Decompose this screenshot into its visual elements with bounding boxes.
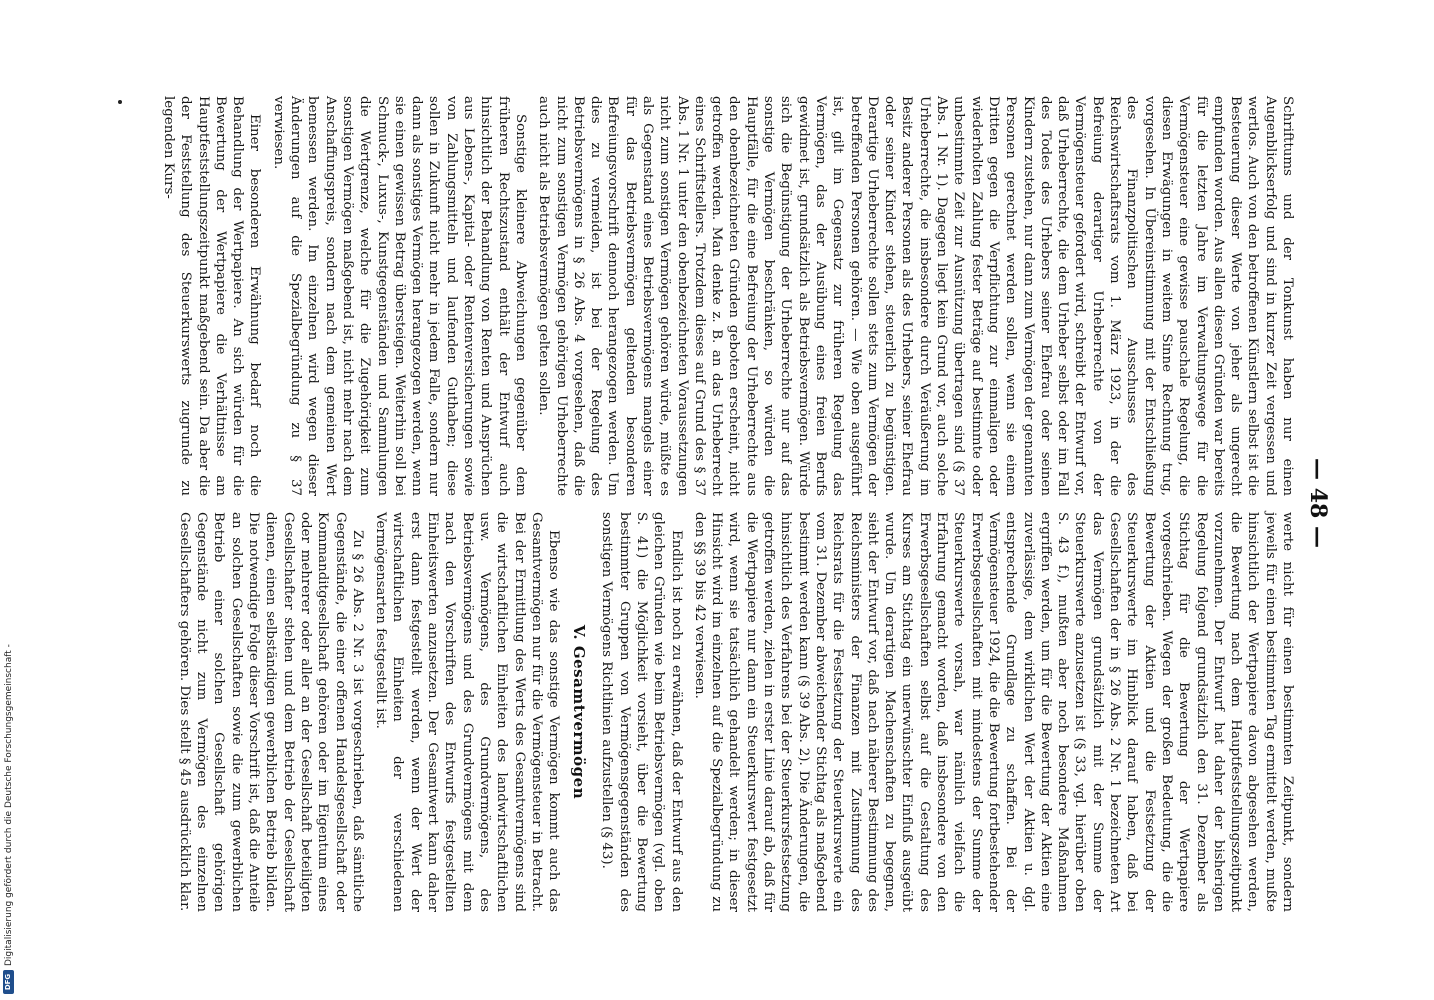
right-paragraph-4: Zu § 26 Abs. 2 Nr. 3 ist vorgeschrieben, daß sämtliche Gegenstände, die einer offenen Handelsgesellschaft oder Kommanditgesellschaft gehören oder im Eigentum eines oder mehrerer oder aller an der Gesellschaft beteiligten Gesellschafter stehen und dem Betrieb der Gesellschaft dienen, einen selbständigen gewerblichen Betrieb bilden. Die notwendige Folge dieser Vorschrift ist, daß die Anteile an solchen Gesellschaften sowie die zum gewerblichen Betrieb einer solchen Gesellschaft gehörigen Gegenstände nicht zum Vermögen des einzelnen Gesellschafters gehören. Dies stellt § 45 ausdrücklich klar. xyxy=(176,512,365,912)
right-paragraph-3: Ebenso wie das sonstige Vermögen kommt auch das Gesamtvermögen nur für die Vermögensteuer in Betracht. Bei der Ermittlung des Werts des Gesamtvermögens sind die wirtschaftlichen Einheiten des landwirtschaftlichen usw. Vermögens, des Grundvermögens, des Betriebsvermögens und des Grundvermögens mit dem nach den Vorschriften des Entwurfs festgestellten Einheitswerten anzusetzen. Der Gesamtwert kann daher erst dann festgestellt werden, wenn der Wert der wirtschaftlichen Einheiten der verschiedenen Vermögensarten festgestellt ist. xyxy=(373,512,562,912)
scan-speck xyxy=(118,100,122,104)
right-paragraph-1: werte nicht für einen bestimmten Zeitpunkt, sondern jeweils für einen bestimmten Tag ermittelt werden, mußte hinsichtlich der Wertpapiere davon abgesehen werden, die Bewertung nach dem Hauptfeststellungszeitpunkt vorzunehmen. Der Entwurf hat daher der bisherigen Regelung folgend grundsätzlich den 31. Dezember als Stichtag für die Bewertung der Wertpapiere vorgeschrieben. Wegen der großen Bedeutung, die die Bewertung der Aktien und die Festsetzung der Steuerkurswerte im Hinblick darauf haben, daß bei Gesellschaften der in § 26 Abs. 2 Nr. 1 bezeichneten Art das Vermögen grundsätzlich mit der Summe der Steuerkurswerte anzusetzen ist (§ 33, vgl. hierüber oben S. 43 f.), mußten aber noch besondere Maßnahmen ergriffen werden, um für die Bewertung der Aktien eine zuverlässige, dem wirklichen Wert der Aktien u. dgl. entsprechende Grundlage zu schaffen. Bei der Vermögensteuer 1924, die die Bewertung fortbestehender Erwerbsgesellschaften mit mindestens der Summe der Steuerkurswerte vorsah, war nämlich vielfach die Erfahrung gemacht worden, daß insbesondere von den Erwerbsgesellschaften selbst auf die Gestaltung des Kurses am Stichtag ein unerwünschter Einfluß ausgeübt wurde. Um derartigen Machenschaften zu begegnen, sieht der Entwurf vor, daß nach näherer Bestimmung des Reichsministers der Finanzen mit Zustimmung des Reichsrats für die Festsetzung der Steuerkurswerte ein vom 31. Dezember abweichender Stichtag als maßgebend bestimmt werden kann (§ 39 Abs. 2). Die Änderungen, die hinsichtlich des Verfahrens bei der Steuerkursfestsetzung getroffen werden, zielen in erster Linie darauf ab, daß für die Wertpapiere nur dann ein Steuerkurswert festgesetzt wird, wenn sie tatsächlich gehandelt werden; in dieser Hinsicht wird im einzelnen auf die Spezialbegründung zu den §§ 39 bis 42 verwiesen. xyxy=(691,512,1295,912)
page-number: — 48 — xyxy=(1305,458,1331,548)
left-paragraph-2: Sonstige kleinere Abweichungen gegenüber dem früheren Rechtszustand enthält der Entwurf auch hinsichtlich der Behandlung von Renten und Ansprüchen aus Lebens-, Kapital- oder Rentenversicherungen sowie von Zahlungsmitteln und laufenden Guthaben; diese sollen in Zukunft nicht mehr in jedem Falle, sondern nur dann als sonstiges Vermögen herangezogen werden, wenn sie einen gewissen Betrag übersteigen. Weiterhin soll bei Schmuck-, Luxus-, Kunstgegenständen und Sammlungen die Wertgrenze, welche für die Zugehörigkeit zum sonstigen Vermögen maßgebend ist, nicht mehr nach dem Anschaffungspreis, sondern nach dem gemeinen Wert bemessen werden. Im einzelnen wird wegen dieser Änderungen auf die Spezialbegründung zu § 37 verwiesen. xyxy=(270,96,528,496)
digitization-footer xyxy=(0,0,16,1000)
rotated-page-content xyxy=(132,88,1332,918)
right-column xyxy=(176,512,1296,912)
left-paragraph-3: Einer besonderen Erwähnung bedarf noch die Behandlung der Wertpapiere. An sich würden für die Bewertung der Wertpapiere die Verhältnisse am Hauptfeststellungszeitpunkt maßgebend sein. Da aber die der Feststellung des Steuerkurswerts zugrunde zu legenden Kurs- xyxy=(161,96,263,496)
section-heading: V. Gesamtvermögen xyxy=(570,624,589,800)
left-column xyxy=(161,96,1296,496)
left-paragraph-1: Schrifttums und der Tonkunst haben nur einen Augenblickserfolg und sind in kurzer Zeit vergessen und wertlos. Auch von den betroffenen Künstlern selbst ist die Besteuerung dieser Werte von jeher als ungerecht empfunden worden. Aus allen diesen Gründen war bereits für die letzten Jahre im Verwaltungswege für die Vermögensteuer eine gewisse pauschale Regelung, die diesen Erwägungen in weitem Sinne Rechnung trug, vorgesehen. In Übereinstimmung mit der Entschließung des Finanzpolitischen Ausschusses des Reichswirtschaftsrats vom 1. März 1923, in der die Befreiung derartiger Urheberrechte von der Vermögensteuer gefordert wird, schreibt der Entwurf vor, daß Urheberrechte, die dem Urheber selbst oder im Fall des Todes des Urhebers seiner Ehefrau oder seinen Kindern zustehen, nur dann zum Vermögen der genannten Personen gerechnet werden sollen, wenn sie einem Dritten gegen die Verpflichtung zur einmaligen oder wiederholten Zahlung fester Beträge auf bestimmte oder unbestimmte Zeit zur Ausnützung übertragen sind (§ 37 Abs. 1 Nr. 1). Dagegen liegt kein Grund vor, auch solche Urheberrechte, die insbesondere durch Veräußerung im Besitz anderer Personen als des Urhebers, seiner Ehefrau oder seiner Kinder stehen, steuerlich zu begünstigen. Derartige Urheberrechte sollen stets zum Vermögen der betreffenden Personen gehören. — Wie oben ausgeführt ist, gilt im Gegensatz zur früheren Regelung das Vermögen, das der Ausübung eines freien Berufs gewidmet ist, grundsätzlich als Betriebsvermögen. Würde sich die Begünstigung der Urheberrechte nur auf das sonstige Vermögen beschränken, so würden die Hauptfälle, für die eine Befreiung der Urheberrechte aus den obenbezeichneten Gründen geboten erscheint, nicht getroffen werden. Man denke z. B. an das Urheberrecht eines Schriftstellers. Trotzdem dieses auf Grund des § 37 Abs. 1 Nr. 1 unter den obenbezeichneten Voraussetzungen nicht zum sonstigen Vermögen gehören würde, müßte es als Gegenstand eines Betriebsvermögens mangels einer für das Betriebsvermögen geltenden besonderen Befreiungsvorschrift dennoch herangezogen werden. Um dies zu vermeiden, ist bei der Regelung des Betriebsvermögens in § 26 Abs. 4 vorgesehen, daß die nicht zum sonstigen Vermögen gehörigen Urheberrechte auch nicht als Betriebsvermögen gelten sollen. xyxy=(536,96,1295,496)
right-paragraph-2: Endlich ist noch zu erwähnen, daß der Entwurf aus den gleichen Gründen wie beim Betriebsvermögen (vgl. oben S. 41) die Möglichkeit vorsieht, über die Bewertung bestimmter Gruppen von Vermögensgegenständen des sonstigen Vermögens Richtlinien aufzustellen (§ 43). xyxy=(599,512,684,912)
digitization-footer-row xyxy=(2,574,15,994)
digitization-credit: Digitalisierung gefördert durch die Deutsche Forschungsgemeinschaft - xyxy=(3,644,14,966)
dfg-logo-icon: DFG xyxy=(3,970,14,994)
